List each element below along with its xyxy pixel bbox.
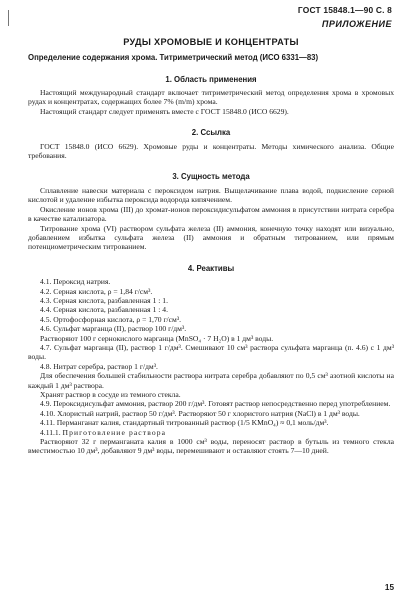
reagent-item: 4.6. Сульфат марганца (II), раствор 100 г/дм³. bbox=[40, 324, 187, 334]
reagent-item: 4.3. Серная кислота, разбавленная 1 : 1. bbox=[40, 295, 168, 305]
section-heading-reagents: 4. Реактивы bbox=[187, 263, 235, 273]
reagent-subheading bbox=[28, 428, 394, 437]
scan-corner-mark bbox=[8, 10, 15, 26]
reagent-item: Для обеспечения большей стабильности раствора нитрата серебра добавляют по 0,5 см³ азотной кислоты на каждый 1 дм³ раствора. bbox=[28, 371, 394, 390]
reagent-item: 4.1. Пероксид натрия. bbox=[40, 277, 111, 287]
reagent-item: 4.5. Ортофосфорная кислота, ρ = 1,70 г/см³. bbox=[40, 314, 182, 324]
essence-paragraph-1: Сплавление навески материала с пероксидом натрия. Выщелачивание плава водой, подкисление серной кислотой и удаление избытка пероксида водорода кипячением. bbox=[28, 185, 394, 205]
reagent-item: 4.10. Хлористый натрий, раствор 50 г/дм³. Растворяют 50 г хлористого натрия (NaCl) в 1 дм³ воды. bbox=[40, 408, 360, 418]
reagent-item: 4.7. Сульфат марганца (II), раствор 1 г/дм³. Смешивают 10 см³ раствора сульфата марганца (п. 4.6) с 1 дм³ воды. bbox=[28, 342, 394, 362]
essence-paragraph-2: Окисление ионов хрома (III) до хромат-ионов пероксидисульфатом аммония в присутствии нитрата серебра в качестве катализатора. bbox=[28, 204, 394, 224]
section-heading-essence: 3. Сущность метода bbox=[172, 172, 250, 182]
reagent-item: 4.8. Нитрат серебра, раствор 1 г/дм³. bbox=[40, 361, 158, 371]
reagent-item: Хранят раствор в сосуде из темного стекла. bbox=[40, 390, 181, 399]
reagent-item: 4.4. Серная кислота, разбавленная 1 : 4. bbox=[40, 305, 168, 315]
reagent-item: 4.11. Перманганат калия, стандартный титрованный раствор (1/5 KMnO₄) ≈ 0,1 моль/дм³. bbox=[40, 418, 329, 428]
essence-paragraph-3: Титрование хрома (VI) раствором сульфата железа (II) аммония, конечную точку находят или визуально, добавлением избытка сульфата железа (II) аммония и обратным титрованием, или прямым потенциометрическим титрованием. bbox=[28, 223, 394, 252]
solution-prep-paragraph: Растворяют 32 г перманганата калия в 1000 см³ воды, переносят раствор в бутыль из темного стекла вместимостью 10 дм³, добавляют 9 дм³ воды, перемешивают и оставляют стоять 7—10 дней. bbox=[28, 437, 394, 456]
appendix-label: ПРИЛОЖЕНИЕ bbox=[321, 19, 392, 30]
page-header-ref: ГОСТ 15848.1—90 С. 8 bbox=[297, 5, 392, 15]
reagent-item: Растворяют 100 г сернокислого марганца (MnSO₄ · 7 H₂O) в 1 дм³ воды. bbox=[40, 333, 274, 343]
reagent-sub-prefix: 4.11.1. bbox=[40, 427, 61, 437]
document-title: РУДЫ ХРОМОВЫЕ И КОНЦЕНТРАТЫ bbox=[123, 36, 299, 47]
section-heading-reference: 2. Ссылка bbox=[191, 128, 231, 138]
reagent-item: 4.2. Серная кислота, ρ = 1,84 г/см³. bbox=[40, 286, 153, 296]
scope-paragraph-2: Настоящий стандарт следует применять вместе с ГОСТ 15848.0 (ИСО 6629). bbox=[40, 106, 289, 116]
section-heading-scope: 1. Область применения bbox=[165, 74, 257, 84]
reagent-item: 4.9. Пероксидисульфат аммония, раствор 200 г/дм³. Готовят раствор непосредственно перед употреблением. bbox=[40, 399, 391, 409]
method-title: Определение содержания хрома. Титриметрический метод (ИСО 6331—83) bbox=[28, 53, 319, 63]
reference-paragraph: ГОСТ 15848.0 (ИСО 6629). Хромовые руды и концентраты. Методы химического анализа. Общие требования. bbox=[28, 141, 394, 161]
scope-paragraph-1: Настоящий международный стандарт включает титриметрический метод определения хрома в хромовых рудах и концентратах, содержащих более 7% (m/m) хрома. bbox=[28, 88, 394, 107]
reagent-sub-heading: Приготовление раствора bbox=[62, 427, 167, 437]
page-number: 15 bbox=[384, 582, 394, 592]
